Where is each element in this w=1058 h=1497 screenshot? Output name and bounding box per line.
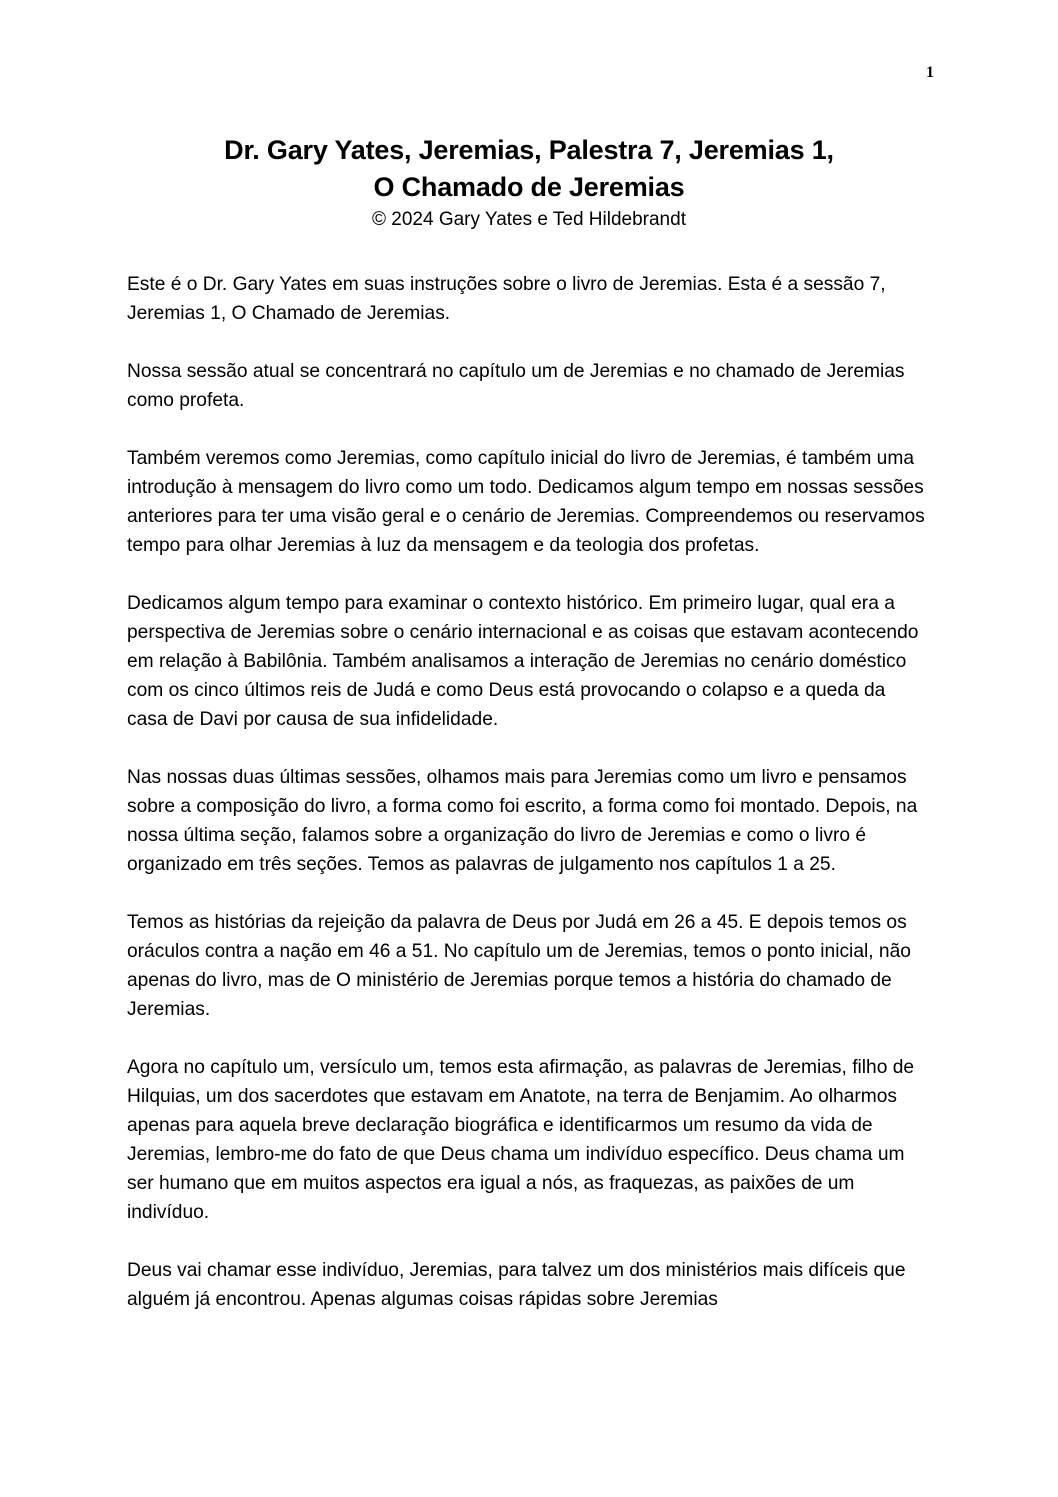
- document-body: [127, 270, 927, 1343]
- page-number: 1: [926, 64, 934, 81]
- paragraph: Nossa sessão atual se concentrará no capítulo um de Jeremias e no chamado de Jeremias como profeta.: [127, 361, 905, 411]
- document-title-line-1: Dr. Gary Yates, Jeremias, Palestra 7, Jeremias 1,: [224, 135, 834, 165]
- document-title-line-2: O Chamado de Jeremias: [373, 172, 685, 202]
- paragraph: Deus vai chamar esse indivíduo, Jeremias, para talvez um dos ministérios mais difíceis que alguém já encontrou. Apenas algumas coisas rápidas sobre Jeremias: [127, 1260, 906, 1310]
- paragraph: Dedicamos algum tempo para examinar o contexto histórico. Em primeiro lugar, qual era a perspectiva de Jeremias sobre o cenário internacional e as coisas que estavam acontecendo em relação à Babilônia. Também analisamos a interação de Jeremias no cenário doméstico com os cinco últimos reis de Judá e como Deus está provocando o colapso e a queda da casa de Davi por causa de sua infidelidade.: [127, 593, 919, 730]
- copyright-notice: © 2024 Gary Yates e Ted Hildebrandt: [372, 209, 686, 230]
- paragraph: Temos as histórias da rejeição da palavra de Deus por Judá em 26 a 45. E depois temos os oráculos contra a nação em 46 a 51. No capítulo um de Jeremias, temos o ponto inicial, não apenas do livro, mas de O ministério de Jeremias porque temos a história do chamado de Jeremias.: [127, 912, 911, 1020]
- paragraph: Também veremos como Jeremias, como capítulo inicial do livro de Jeremias, é também uma introdução à mensagem do livro como um todo. Dedicamos algum tempo em nossas sessões anteriores para ter uma visão geral e o cenário de Jeremias. Compreendemos ou reservamos tempo para olhar Jeremias à luz da mensagem e da teologia dos profetas.: [127, 448, 925, 556]
- document-header: [0, 132, 1058, 233]
- paragraph: Agora no capítulo um, versículo um, temos esta afirmação, as palavras de Jeremias, filho de Hilquias, um dos sacerdotes que estavam em Anatote, na terra de Benjamim. Ao olharmos apenas para aquela breve declaração biográfica e identificarmos um resumo da vida de Jeremias, lembro-me do fato de que Deus chama um indivíduo específico. Deus chama um ser humano que em muitos aspectos era igual a nós, as fraquezas, as paixões de um indivíduo.: [127, 1057, 915, 1223]
- paragraph: Este é o Dr. Gary Yates em suas instruções sobre o livro de Jeremias. Esta é a sessão 7, Jeremias 1, O Chamado de Jeremias.: [127, 274, 886, 324]
- paragraph: Nas nossas duas últimas sessões, olhamos mais para Jeremias como um livro e pensamos sobre a composição do livro, a forma como foi escrito, a forma como foi montado. Depois, na nossa última seção, falamos sobre a organização do livro de Jeremias e como o livro é organizado em três seções. Temos as palavras de julgamento nos capítulos 1 a 25.: [127, 767, 918, 875]
